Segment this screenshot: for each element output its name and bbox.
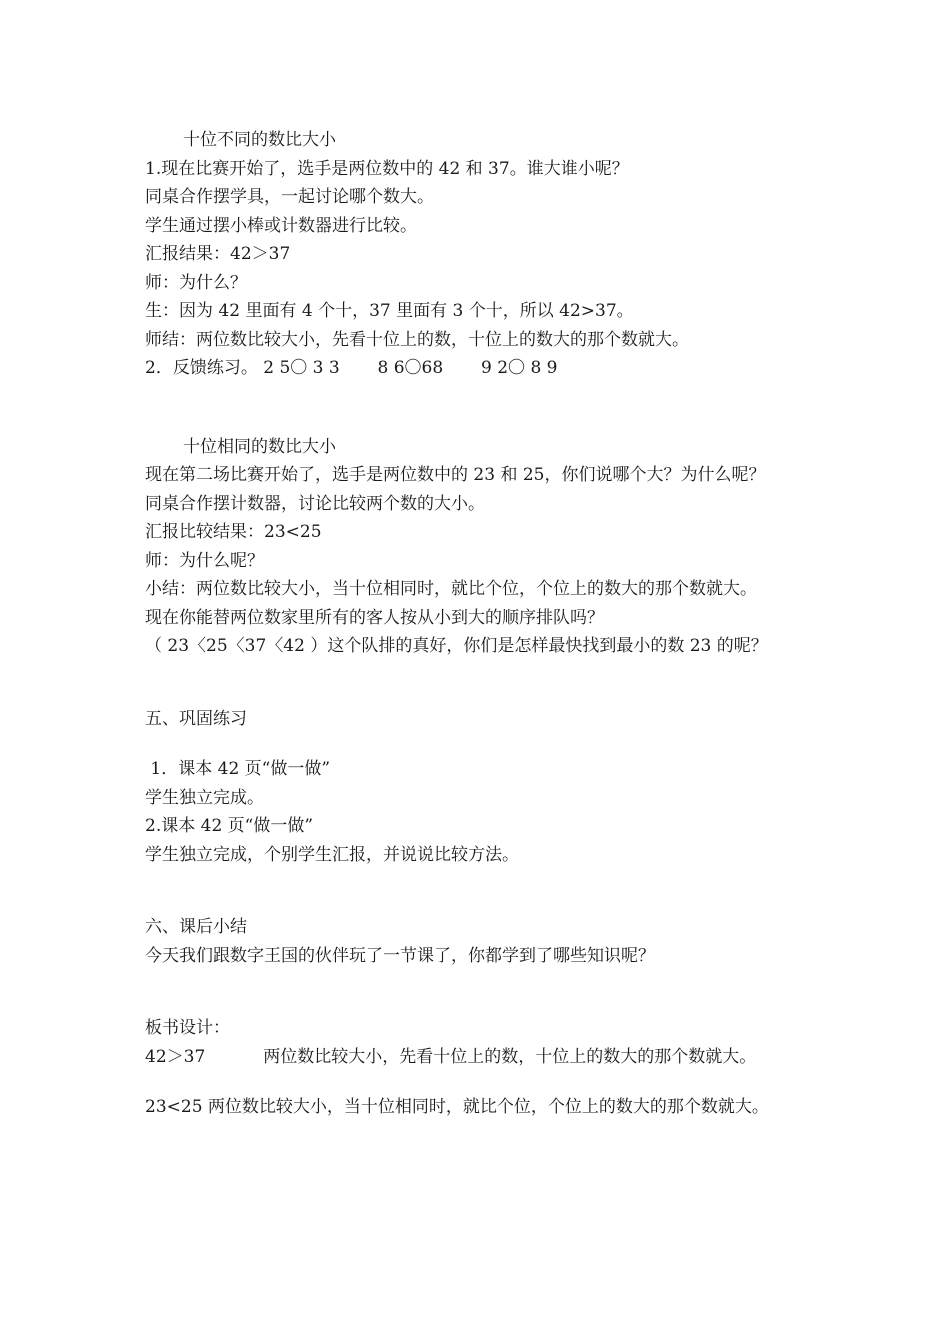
spacer [145,383,835,433]
section-heading-different-tens: 十位不同的数比大小 [183,130,336,150]
paragraph-line: 1．课本 42 页“做一做” [145,759,331,779]
board-row-1-left: 42＞37 [145,1046,206,1067]
section-heading-board-design: 板书设计： [145,1018,230,1038]
spacer [145,1071,835,1093]
spacer [145,869,835,913]
spacer [145,661,835,705]
paragraph-line: 汇报结果：42＞37 [145,244,291,264]
board-row-2: 23<25 两位数比较大小，当十位相同时，就比个位，个位上的数大的那个数就大。 [145,1097,769,1117]
summary-paragraph: 小结：两位数比较大小，当十位相同时，就比个位，个位上的数大的那个数就大。 [145,579,757,599]
document-page [145,126,835,1122]
paragraph-line: 同桌合作摆学具，一起讨论哪个数大。 [145,187,434,207]
paragraph-line: 现在第二场比赛开始了，选手是两位数中的 23 和 25，你们说哪个大？为什么呢？ [145,465,766,485]
paragraph-line: 学生独立完成，个别学生汇报，并说说比较方法。 [145,844,519,865]
paragraph-line: 汇报比较结果：23<25 [145,522,322,542]
paragraph-line: 学生通过摆小棒或计数器进行比较。 [145,215,417,236]
paragraph-line: 生：因为 42 里面有 4 个十，37 里面有 3 个十，所以 42>37。 [145,301,634,321]
paragraph-line: 学生独立完成。 [145,787,264,808]
section-heading-summary: 六、课后小结 [145,917,247,937]
paragraph-line: 今天我们跟数字王国的伙伴玩了一节课了，你都学到了哪些知识呢？ [145,945,655,966]
practice-exercise-line: 2．反馈练习。 2 5〇 3 3 8 6〇68 9 2〇 8 9 [145,358,558,378]
paragraph-line: 师结：两位数比较大小，先看十位上的数，十位上的数大的那个数就大。 [145,329,689,350]
paragraph-line: 师：为什么呢？ [145,550,264,571]
board-row-1-right: 两位数比较大小，先看十位上的数，十位上的数大的那个数就大。 [263,1046,757,1067]
paragraph-line: 师：为什么？ [145,272,247,293]
spacer [145,733,835,755]
paragraph-line: 同桌合作摆计数器，讨论比较两个数的大小。 [145,493,485,514]
section-heading-consolidation: 五、巩固练习 [145,708,247,729]
paragraph-line: 现在你能替两位数家里所有的客人按从小到大的顺序排队吗？ [145,607,604,628]
paragraph-line: 2.课本 42 页“做一做” [145,816,314,836]
section-heading-same-tens: 十位相同的数比大小 [183,436,336,457]
board-row-1 [145,1043,835,1072]
spacer [145,970,835,1014]
sequence-paragraph: （ 23〈25〈37〈42 ）这个队排的真好，你们是怎样最快找到最小的数 23 的呢？ [145,636,768,656]
paragraph-line: 1.现在比赛开始了，选手是两位数中的 42 和 37。谁大谁小呢？ [145,158,629,179]
